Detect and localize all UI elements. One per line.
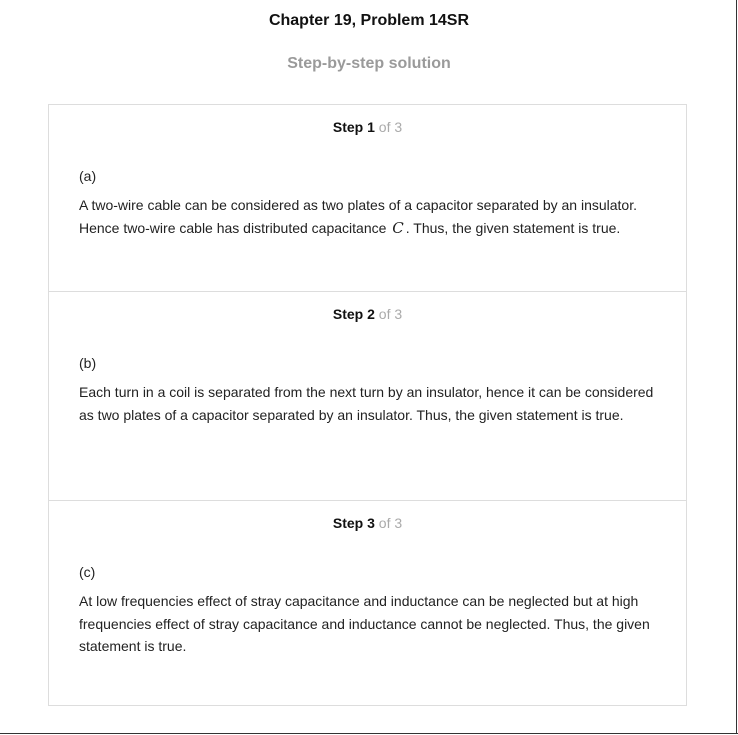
solution-container <box>48 104 687 706</box>
step-card-3 <box>49 500 686 706</box>
step-number: 2 <box>367 306 375 322</box>
step-text-line1: A two-wire cable can be considered as two plates of a capacitor separated by an insulator. <box>79 197 637 213</box>
step-card-1 <box>49 105 686 291</box>
step-card-2 <box>49 291 686 500</box>
page-right-border <box>736 0 737 734</box>
part-label: (b) <box>79 355 97 371</box>
step-word: Step <box>332 515 364 531</box>
step-of-total: of 3 <box>378 515 403 531</box>
step-of-total: of 3 <box>378 119 403 135</box>
step-word: Step <box>332 119 364 135</box>
capacitance-symbol: C <box>392 218 404 237</box>
step-header <box>49 306 686 322</box>
page-bottom-border <box>0 733 738 734</box>
solution-subtitle: Step-by-step solution <box>287 55 451 72</box>
page-title: Chapter 19, Problem 14SR <box>268 12 470 29</box>
part-label: (a) <box>79 168 97 184</box>
step-number: 1 <box>367 119 375 135</box>
step-number: 3 <box>367 515 375 531</box>
step-text: Each turn in a coil is separated from the next turn by an insulator, hence it can be considered as two plates of a capacitor separated by an insulator. Thus, the given statement is true. <box>79 384 654 423</box>
step-header <box>49 515 686 531</box>
part-label: (c) <box>79 564 96 580</box>
step-text-line2-start: Hence two-wire cable has distributed capacitance <box>79 219 391 236</box>
step-of-total: of 3 <box>378 306 403 322</box>
step-word: Step <box>332 306 364 322</box>
step-header <box>49 119 686 135</box>
step-text: At low frequencies effect of stray capacitance and inductance can be neglected but at high frequencies effect of stray capacitance and inductance cannot be neglected. Thus, the given statement is true. <box>79 593 650 654</box>
step-text <box>79 194 669 239</box>
step-text-line2-end: . Thus, the given statement is true. <box>405 219 621 236</box>
